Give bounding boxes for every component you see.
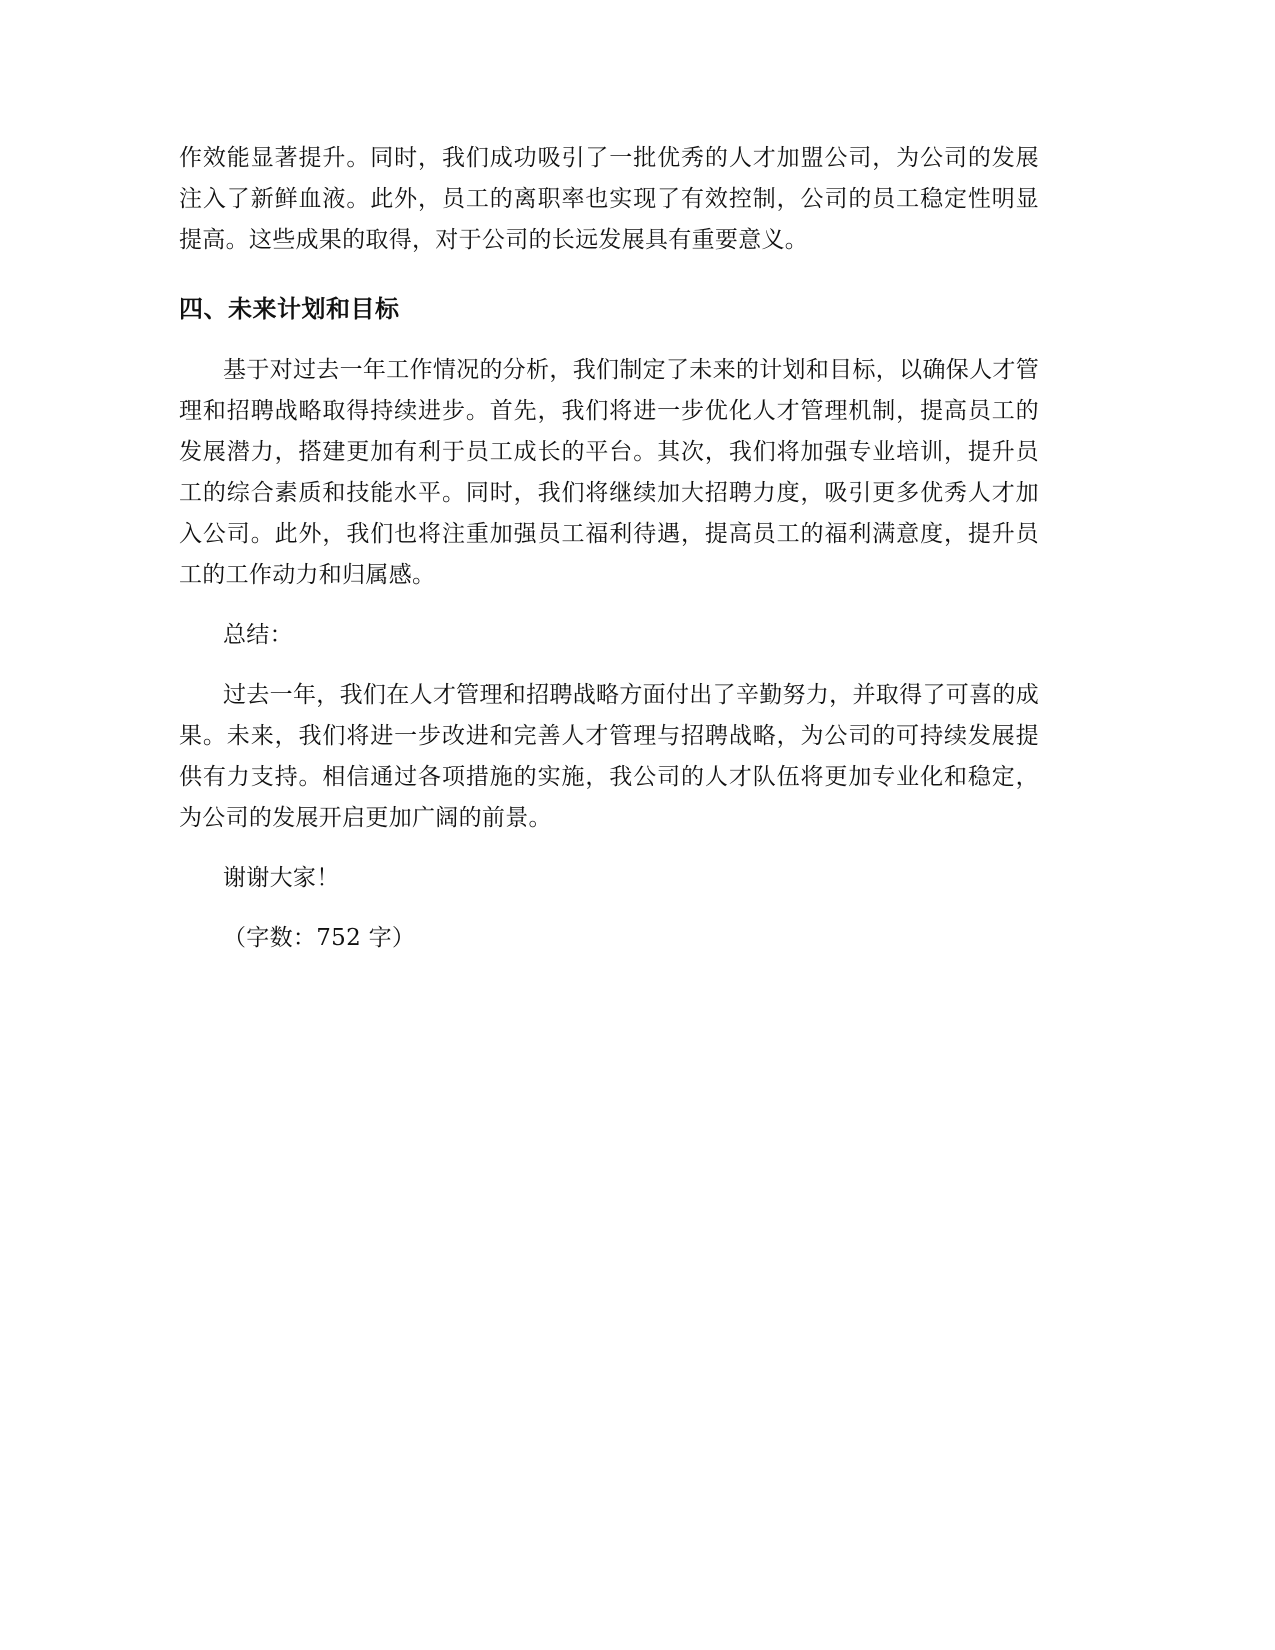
- thanks-line: 谢谢大家！: [223, 865, 340, 891]
- paragraph-plan: 基于对过去一年工作情况的分析，我们制定了未来的计划和目标，以确保人才管理和招聘战略取得持续进步。首先，我们将进一步优化人才管理机制，提高员工的发展潜力，搭建更加有利于员工成长的平台。其次，我们将加强专业培训，提升员工的综合素质和技能水平。同时，我们将继续加大招聘力度，吸引更多优秀人才加入公司。此外，我们也将注重加强员工福利待遇，提高员工的福利满意度，提升员工的工作动力和归属感。: [179, 357, 1039, 588]
- paragraph-results: 作效能显著提升。同时，我们成功吸引了一批优秀的人才加盟公司，为公司的发展注入了新鲜血液。此外，员工的离职率也实现了有效控制，公司的员工稳定性明显提高。这些成果的取得，对于公司的长远发展具有重要意义。: [179, 145, 1039, 253]
- section-heading: 四、未来计划和目标: [179, 295, 400, 323]
- paragraph-summary: 过去一年，我们在人才管理和招聘战略方面付出了辛勤努力，并取得了可喜的成果。未来，我们将进一步改进和完善人才管理与招聘战略，为公司的可持续发展提供有力支持。相信通过各项措施的实施，我公司的人才队伍将更加专业化和稳定，为公司的发展开启更加广阔的前景。: [179, 682, 1039, 831]
- summary-label: 总结：: [223, 622, 293, 648]
- word-count: （字数：752 字）: [223, 925, 416, 951]
- document-page: [179, 138, 1039, 959]
